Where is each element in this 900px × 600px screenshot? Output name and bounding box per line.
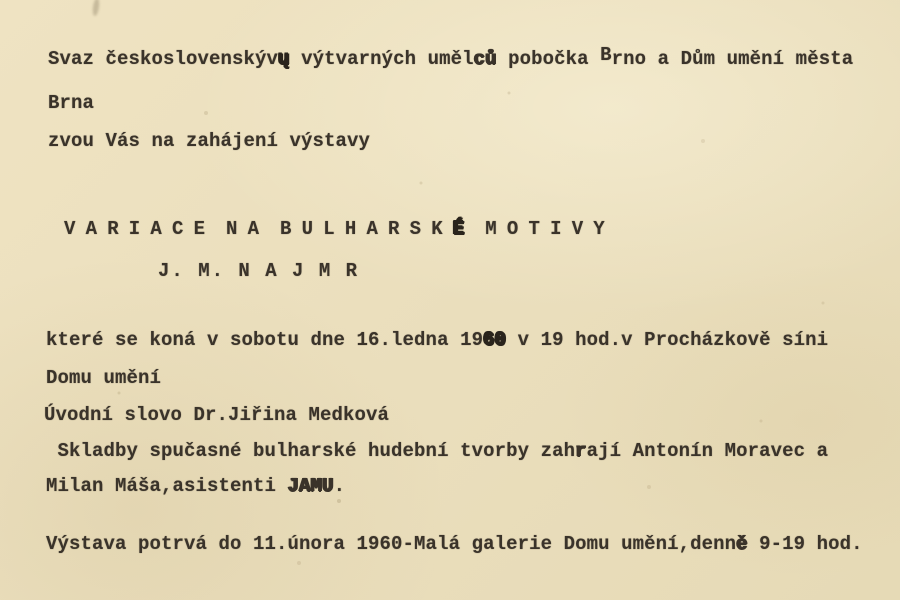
text-segment: Výstava potrvá do 11.února 1960-Malá galerie Domu umění,denn — [46, 533, 737, 555]
text-segment: JAMU — [287, 475, 334, 497]
music-line-1 — [46, 440, 828, 462]
text-segment: . — [333, 475, 346, 497]
text-segment: pobočka — [496, 48, 601, 70]
text-segment: r — [575, 440, 587, 462]
text-segment: M O T I V Y — [463, 218, 605, 240]
date-venue-line-2 — [46, 367, 161, 389]
invitation-line — [48, 130, 370, 152]
exhibition-title — [64, 218, 604, 240]
text-segment: rno a Dům umění města — [611, 48, 854, 70]
text-segment: J. M. N A J M R — [158, 260, 360, 282]
music-line-2 — [46, 475, 345, 497]
text-segment: v 19 hod.v Procházkově síni — [506, 329, 829, 351]
text-segment: které se koná v sobotu dne 16.ledna 19 — [46, 329, 484, 351]
paper-smudge — [92, 0, 100, 16]
text-segment: V A R I A C E N A B U L H A R S K — [64, 218, 453, 240]
text-segment: Brna — [48, 92, 95, 114]
text-segment: výtvarných uměl — [289, 48, 474, 70]
duration-line — [46, 533, 863, 555]
text-segment: zvou Vás na zahájení výstavy — [48, 130, 371, 152]
organizer-line-1 — [48, 44, 854, 70]
artist-name — [158, 260, 359, 282]
text-segment: Svaz československýv — [48, 48, 279, 70]
paper-specks — [0, 0, 2, 2]
text-segment: É — [452, 218, 464, 240]
text-segment: ų — [278, 48, 290, 70]
text-segment: 9-19 hod. — [747, 533, 863, 555]
text-segment: ají Antonín Moravec a — [586, 440, 829, 462]
text-segment: ců — [473, 48, 497, 70]
text-segment: 60 — [483, 329, 507, 351]
text-segment: Úvodní slovo Dr.Jiřina Medková — [44, 404, 390, 426]
text-segment: ě — [736, 533, 748, 555]
text-segment: Milan Máša,asistenti — [46, 475, 288, 497]
opening-speech-line — [44, 404, 389, 426]
text-segment: Domu umění — [46, 367, 162, 389]
date-venue-line-1 — [46, 329, 828, 351]
text-segment: Skladby spučasné bulharské hudební tvorby zah — [46, 440, 576, 462]
organizer-line-2 — [48, 92, 94, 114]
text-segment: B — [600, 44, 612, 66]
